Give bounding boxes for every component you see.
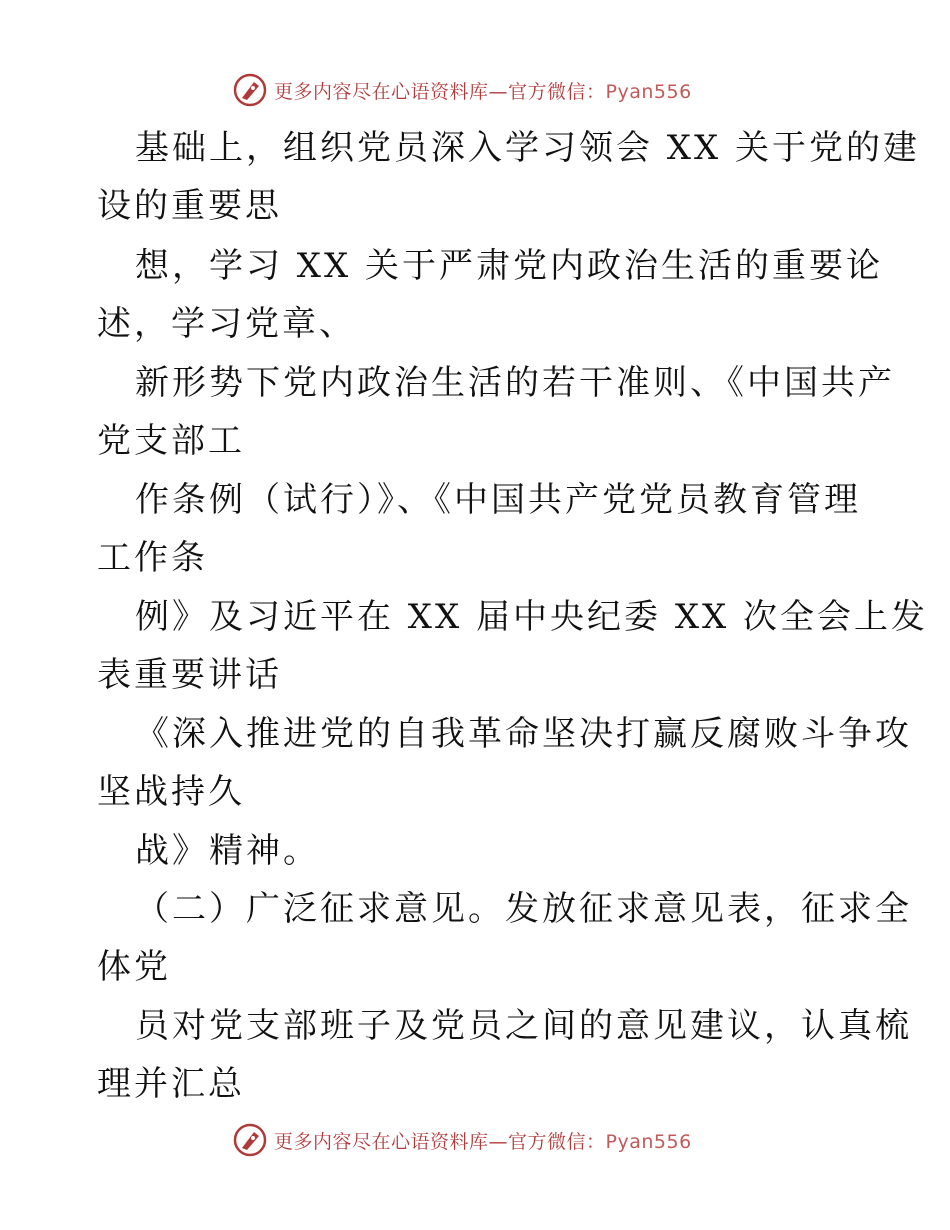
watermark-wechat-id: Pyan556 [605,80,692,103]
body-line: 新形势下党内政治生活的若干准则、《中国共产 [135,363,895,403]
body-line: 坚战持久 [97,772,245,812]
page-footer-watermark [232,1120,692,1160]
body-line: 想，学习 XX 关于严肃党内政治生活的重要论 [135,246,884,286]
body-line: 例》及习近平在 XX 届中央纪委 XX 次全会上发 [135,597,929,637]
watermark-wechat-id: Pyan556 [605,1130,692,1153]
body-line: 基础上，组织党员深入学习领会 XX 关于党的建 [135,128,921,168]
body-line: 《深入推进党的自我革命坚决打赢反腐败斗争攻 [135,714,912,754]
body-line: 工作条 [97,538,208,578]
body-line: 述，学习党章、 [97,304,356,344]
body-line: 员对党支部班子及党员之间的意见建议，认真梳 [135,1006,912,1046]
body-line: 体党 [97,947,171,987]
body-line: （二）广泛征求意见。发放征求意见表，征求全 [135,889,912,929]
body-line: 战》精神。 [135,831,320,871]
body-line: 表重要讲话 [97,655,282,695]
pen-nib-logo-icon [232,1122,268,1158]
body-line: 党支部工 [97,421,245,461]
watermark-label: 更多内容尽在心语资料库—官方微信： [274,80,606,103]
body-line: 理并汇总 [97,1064,245,1104]
watermark-label: 更多内容尽在心语资料库—官方微信： [274,1130,606,1153]
body-line: 作条例（试行）》、《中国共产党党员教育管理 [135,480,861,520]
body-line: 设的重要思 [97,186,282,226]
watermark-text [274,1127,692,1154]
